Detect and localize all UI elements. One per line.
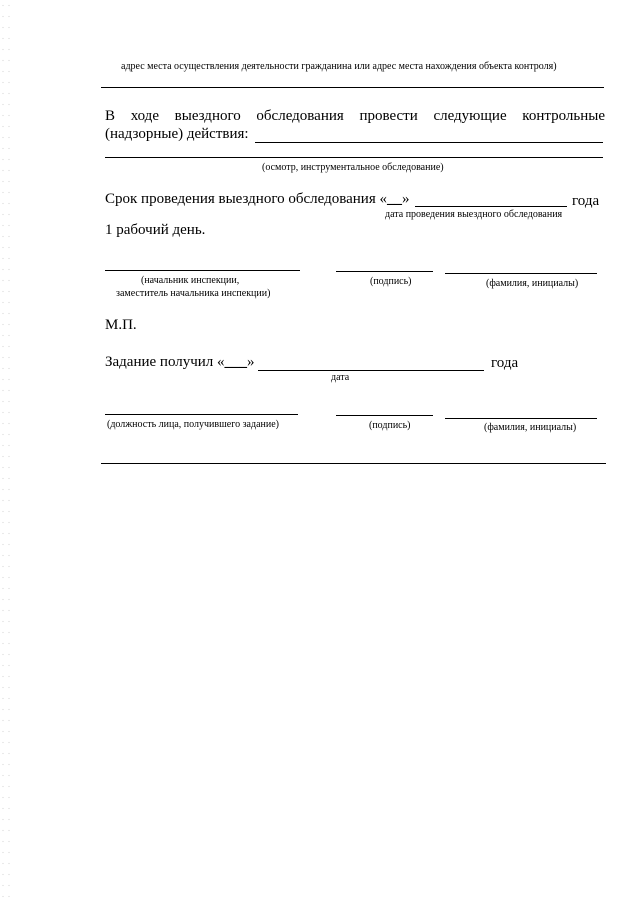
- received-day-blank: ___: [224, 354, 248, 370]
- actions-line-2: (надзорные) действия:: [105, 126, 249, 142]
- sig1-signature-caption: (подпись): [370, 276, 412, 287]
- sig1-position-caption-1: (начальник инспекции,: [141, 275, 240, 286]
- sig2-position-line: [105, 414, 298, 415]
- actions-field-line-2: [105, 157, 603, 158]
- term-date-line: [415, 206, 567, 207]
- term-label: Срок проведения выездного обследования «__»: [105, 191, 410, 207]
- actions-line-1: В ходе выездного обследования провести следующие контрольные: [105, 108, 605, 124]
- received-date-caption: дата: [331, 372, 350, 383]
- actions-caption: (осмотр, инструментальное обследование): [262, 162, 444, 173]
- sig1-position-line: [105, 270, 300, 271]
- received-label: Задание получил «___»: [105, 354, 255, 370]
- sig1-position-caption-2: заместитель начальника инспекции): [116, 288, 271, 299]
- sig2-signature-caption: (подпись): [369, 420, 411, 431]
- sig2-signature-line: [336, 415, 433, 416]
- sig2-name-line: [445, 418, 597, 419]
- received-date-line: [258, 370, 484, 371]
- term-day-blank: __: [386, 191, 402, 207]
- address-caption: адрес места осуществления деятельности гражданина или адрес места нахождения объекта контроля): [121, 61, 557, 72]
- scan-edge-noise: [0, 0, 14, 905]
- term-date-caption: дата проведения выездного обследования: [385, 209, 563, 220]
- term-year: года: [572, 193, 600, 209]
- sig1-name-line: [445, 273, 597, 274]
- received-year: года: [491, 355, 519, 371]
- address-line-2: [101, 87, 604, 88]
- term-duration: 1 рабочий день.: [105, 222, 206, 238]
- closing-line: [101, 463, 606, 464]
- sig1-signature-line: [336, 271, 433, 272]
- stamp-mark: М.П.: [105, 317, 137, 333]
- sig1-name-caption: (фамилия, инициалы): [486, 278, 579, 289]
- actions-field-line: [255, 142, 603, 143]
- sig2-name-caption: (фамилия, инициалы): [484, 422, 577, 433]
- sig2-position-caption: (должность лица, получившего задание): [107, 419, 279, 430]
